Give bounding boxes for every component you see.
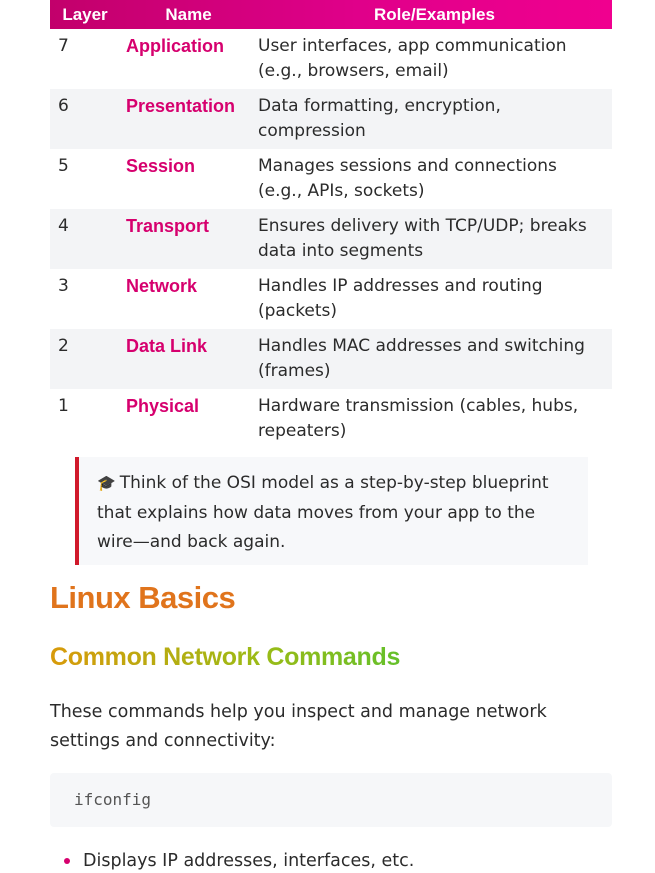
table-row (50, 89, 612, 149)
layer-name: Session (126, 156, 196, 176)
layer-number: 6 (58, 96, 69, 116)
layer-role: Data formatting, encryption, compression (258, 96, 501, 141)
bullet-dot-icon (64, 858, 70, 864)
table-row (50, 29, 612, 89)
layer-number: 3 (58, 276, 69, 296)
header-layer: Layer (62, 5, 108, 24)
layer-name: Physical (126, 396, 200, 416)
graduation-cap-icon: 🎓 (97, 474, 116, 492)
header-name: Name (165, 5, 212, 24)
layer-role: Handles MAC addresses and switching (frames) (258, 336, 585, 381)
layer-name: Network (126, 276, 198, 296)
layer-role: Handles IP addresses and routing (packets) (258, 276, 543, 321)
code-block (50, 773, 612, 827)
layer-name: Transport (126, 216, 210, 236)
table-header-row (50, 0, 612, 29)
list-item-text: Displays IP addresses, interfaces, etc. (83, 851, 415, 871)
tip-callout (75, 457, 588, 565)
layer-name: Data Link (126, 336, 208, 356)
table-row (50, 389, 612, 449)
section-title: Linux Basics (50, 580, 236, 615)
callout-text: Think of the OSI model as a step-by-step blueprint that explains how data moves from your app to the wire—and back again. (97, 473, 549, 552)
layer-role: Ensures delivery with TCP/UDP; breaks data into segments (258, 216, 587, 261)
header-role: Role/Examples (374, 5, 495, 24)
layer-name: Presentation (126, 96, 236, 116)
layer-number: 7 (58, 36, 69, 56)
table-row (50, 269, 612, 329)
table-row (50, 329, 612, 389)
layer-role: User interfaces, app communication (e.g., browsers, email) (258, 36, 567, 81)
bullet-list (64, 847, 414, 873)
layer-role: Hardware transmission (cables, hubs, repeaters) (258, 396, 579, 441)
table-row (50, 209, 612, 269)
intro-paragraph: These commands help you inspect and manage network settings and connectivity: (50, 702, 547, 751)
layer-number: 2 (58, 336, 69, 356)
layer-role: Manages sessions and connections (e.g., APIs, sockets) (258, 156, 557, 201)
layer-number: 5 (58, 156, 69, 176)
osi-layers-table (50, 0, 612, 449)
section-subtitle: Common Network Commands (50, 643, 401, 671)
code-text: ifconfig (74, 790, 152, 809)
layer-name: Application (126, 36, 224, 56)
layer-number: 4 (58, 216, 69, 236)
table-row (50, 149, 612, 209)
list-item (64, 847, 414, 873)
layer-number: 1 (58, 396, 69, 416)
